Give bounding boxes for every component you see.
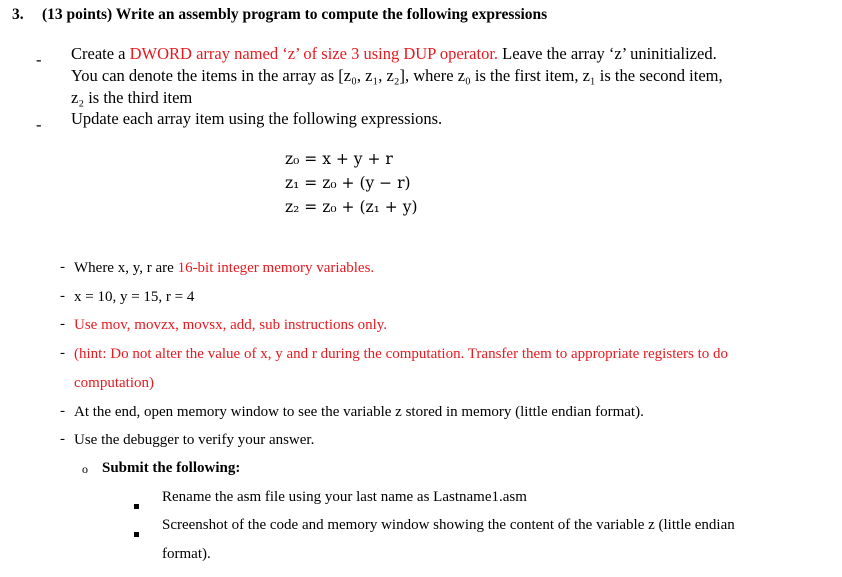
note-dash: -	[60, 288, 65, 304]
note-dash: -	[60, 403, 65, 419]
question-title: (13 points) Write an assembly program to compute the following expressions	[42, 6, 548, 23]
note-variables	[74, 260, 374, 277]
part1-dash: -	[36, 50, 42, 69]
equation-z2: z₂ = z₀ + (z₁ + y)	[285, 198, 418, 216]
part1-line3: z₂ is the third item	[71, 88, 193, 107]
note-values: x = 10, y = 15, r = 4	[74, 289, 195, 305]
part1-line2: You can denote the items in the array as [z₀, z₁, z₂], where z₀ is the first item, z₁ is the second item,	[71, 66, 723, 85]
submit-item-rename: Rename the asm file using your last name as Lastname1.asm	[162, 489, 527, 505]
part1-line1-pre: Create a	[71, 44, 130, 63]
note-dash: -	[60, 259, 65, 275]
equation-z1: z₁ = z₀ + (y − r)	[285, 174, 411, 192]
question-number: 3.	[12, 6, 24, 23]
note-dash: -	[60, 316, 65, 332]
note-debugger: Use the debugger to verify your answer.	[74, 432, 315, 448]
note-variables-pre: Where x, y, r are	[74, 260, 178, 276]
submit-label: Submit the following:	[102, 460, 241, 476]
part2-dash: -	[36, 115, 42, 134]
part1-line1-post: Leave the array ‘z’ uninitialized.	[498, 44, 717, 63]
note-hint-line2: computation)	[74, 375, 154, 391]
note-memory-window: At the end, open memory window to see the variable z stored in memory (little endian format).	[74, 404, 644, 420]
submit-bullet-icon: o	[82, 462, 88, 476]
note-hint-line1: (hint: Do not alter the value of x, y and r during the computation. Transfer them to appropriate registers to do	[74, 346, 729, 362]
square-bullet-icon	[134, 524, 139, 542]
note-instructions: Use mov, movzx, movsx, add, sub instructions only.	[74, 317, 388, 333]
question-heading	[12, 6, 547, 24]
submit-item-screenshot-cont: format).	[162, 546, 211, 562]
part1-line1-red: DWORD array named ‘z’ of size 3 using DUP operator.	[129, 44, 499, 63]
submit-item-screenshot: Screenshot of the code and memory window showing the content of the variable z (little endian	[162, 517, 735, 533]
square-bullet-icon	[134, 496, 139, 514]
part2-line: Update each array item using the following expressions.	[71, 109, 443, 128]
equation-z0: z₀ = x + y + r	[285, 150, 393, 168]
part1-line1	[71, 44, 717, 64]
note-dash: -	[60, 345, 65, 361]
note-variables-red: 16-bit integer memory variables.	[177, 260, 375, 276]
note-dash: -	[60, 431, 65, 447]
